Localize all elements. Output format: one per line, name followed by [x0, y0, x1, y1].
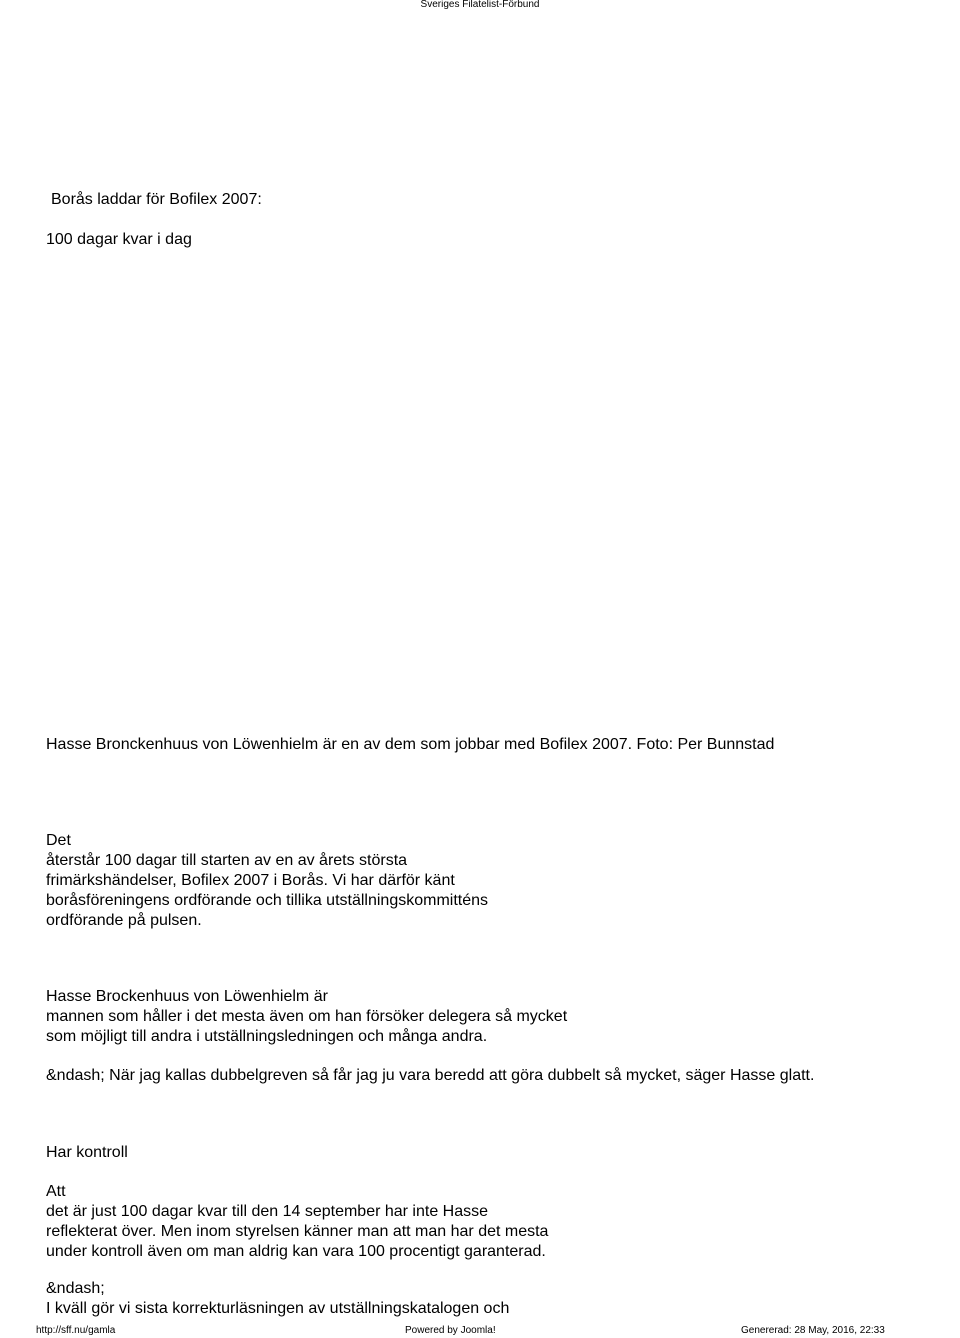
paragraph-line: återstår 100 dagar till starten av en av årets största [46, 852, 408, 869]
article-title-line1: Borås laddar för Bofilex 2007: [51, 191, 262, 208]
paragraph-line: Det [46, 832, 71, 849]
footer-generated: Genererad: 28 May, 2016, 22:33 [741, 1325, 885, 1336]
quote-dubbelgreven: &ndash; När jag kallas dubbelgreven så får jag ju vara beredd att göra dubbelt så mycket, säger Hasse glatt. [46, 1067, 815, 1084]
paragraph-line: under kontroll även om man aldrig kan vara 100 procentigt garanterad. [46, 1243, 546, 1260]
paragraph-line: det är just 100 dagar kvar till den 14 september har inte Hasse [46, 1203, 489, 1220]
paragraph-line: Hasse Brockenhuus von Löwenhielm är [46, 988, 328, 1005]
paragraph-line: mannen som håller i det mesta även om han försöker delegera så mycket [46, 1008, 568, 1025]
paragraph-intro [46, 831, 488, 931]
footer-url[interactable]: http://sff.nu/gamla [36, 1325, 116, 1336]
paragraph-line: som möjligt till andra i utställningsledningen och många andra. [46, 1028, 488, 1045]
paragraph-line: boråsföreningens ordförande och tillika utställningskommitténs [46, 892, 489, 909]
paragraph-line: reflekterat över. Men inom styrelsen känner man att man har det mesta [46, 1223, 549, 1240]
subheading-har-kontroll: Har kontroll [46, 1144, 128, 1161]
paragraph-line: frimärkshändelser, Bofilex 2007 i Borås. Vi har därför känt [46, 872, 455, 889]
paragraph-korrektur [46, 1279, 509, 1319]
site-header: Sveriges Filatelist-Förbund [420, 0, 540, 10]
footer-powered-by: Powered by Joomla! [405, 1325, 496, 1336]
paragraph-line: &ndash; [46, 1280, 105, 1297]
paragraph-kontroll [46, 1182, 548, 1262]
photo-caption: Hasse Bronckenhuus von Löwenhielm är en av dem som jobbar med Bofilex 2007. Foto: Per Bunnstad [46, 736, 775, 753]
paragraph-line: Att [46, 1183, 66, 1200]
article-title-line2: 100 dagar kvar i dag [46, 231, 192, 248]
paragraph-hasse [46, 987, 567, 1047]
paragraph-line: I kväll gör vi sista korrekturläsningen av utställningskatalogen och [46, 1300, 510, 1317]
paragraph-line: ordförande på pulsen. [46, 912, 202, 929]
